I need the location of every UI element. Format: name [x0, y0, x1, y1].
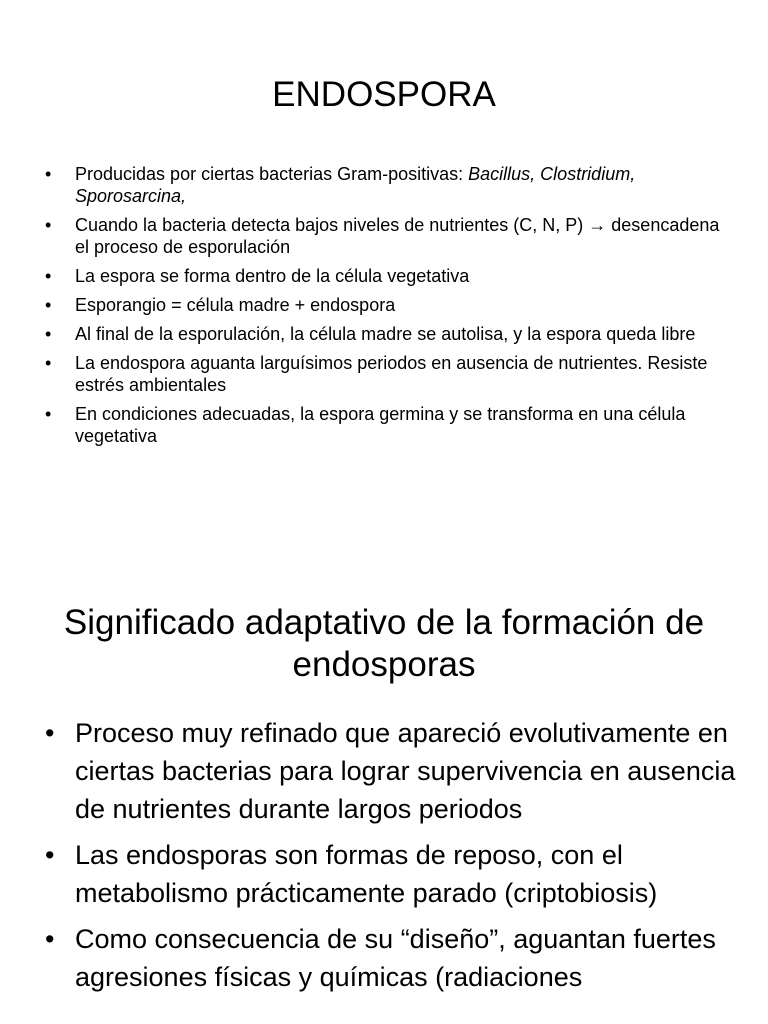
- bullet-marker: •: [45, 215, 52, 235]
- list-item-text: La endospora aguanta larguísimos periodos en ausencia de nutrientes. Resiste estrés ambientales: [75, 353, 708, 395]
- list-item-text: Al final de la esporulación, la célula madre se autolisa, y la espora queda libre: [75, 324, 696, 344]
- list-item-text: Producidas por ciertas bacterias Gram-positivas:: [75, 164, 469, 184]
- list-item-text: Las endosporas son formas de reposo, con el metabolismo prácticamente parado (criptobiosis): [75, 840, 658, 908]
- bullet-marker: •: [45, 324, 52, 344]
- bullet-list: [45, 714, 745, 1004]
- list-item-text: En condiciones adecuadas, la espora germina y se transforma en una célula vegetativa: [75, 404, 686, 446]
- list-item-text: Proceso muy refinado que apareció evolutivamente en ciertas bacterias para lograr supervivencia en ausencia de nutrientes durante largos periodos: [75, 718, 736, 824]
- list-item-text: Cuando la bacteria detecta bajos niveles de nutrientes (C, N, P) → desencadena el proceso de esporulación: [75, 215, 720, 257]
- bullet-list: [45, 163, 725, 454]
- bullet-marker: •: [45, 924, 55, 954]
- bullet-marker: •: [45, 840, 55, 870]
- bullet-marker: •: [45, 295, 52, 315]
- bullet-marker: •: [45, 164, 52, 184]
- list-item: [45, 714, 745, 828]
- list-item: [45, 403, 725, 447]
- list-item-text: La espora se forma dentro de la célula vegetativa: [75, 266, 470, 286]
- slide-title: ENDOSPORA: [272, 75, 496, 114]
- list-item: [45, 836, 745, 912]
- bullet-marker: •: [45, 266, 52, 286]
- bullet-marker: •: [45, 353, 52, 373]
- list-item: [45, 352, 725, 396]
- slide-title: Significado adaptativo de la formación de endosporas: [63, 603, 705, 684]
- list-item: [45, 163, 725, 207]
- list-item: [45, 214, 725, 258]
- slide-significado-adaptativo: [0, 572, 768, 1024]
- bullet-marker: •: [45, 404, 52, 424]
- bullet-marker: •: [45, 718, 55, 748]
- list-item: [45, 920, 745, 996]
- list-item: [45, 294, 725, 316]
- list-item-text: Esporangio = célula madre + endospora: [75, 295, 396, 315]
- list-item-text: Como consecuencia de su “diseño”, aguantan fuertes agresiones físicas y químicas (radiaciones: [75, 924, 716, 992]
- list-item: [45, 323, 725, 345]
- list-item: [45, 265, 725, 287]
- list-item-italic-text: Bacillus, Clostridium, Sporosarcina,: [75, 164, 636, 206]
